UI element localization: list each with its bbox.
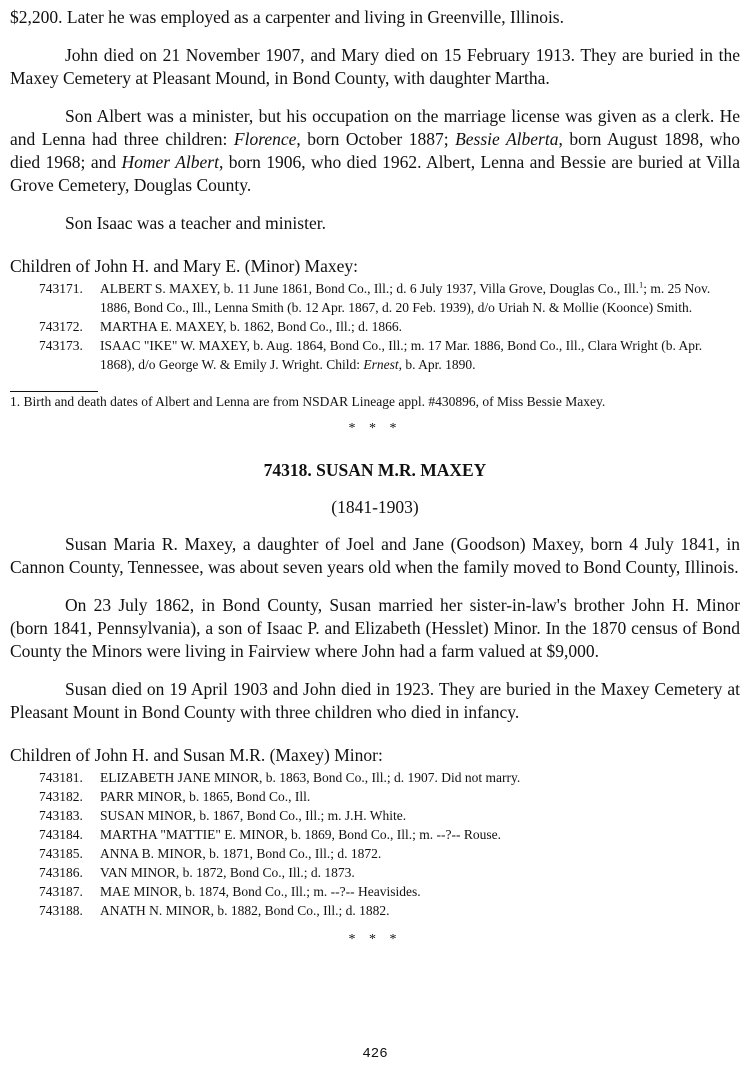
children-heading-maxey: Children of John H. and Mary E. (Minor) Maxey: (10, 256, 358, 276)
section-dates: (1841-1903) (331, 497, 419, 517)
list-item: 743184. MARTHA "MATTIE" E. MINOR, b. 1869, Bond Co., Ill.; m. --?-- Rouse. (39, 827, 501, 842)
footnote: 1. Birth and death dates of Albert and Lenna are from NSDAR Lineage appl. #430896, of Miss Bessie Maxey. (10, 394, 606, 409)
footnote-marker: 1 (639, 279, 644, 290)
child-name-bessie: Bessie Alberta (455, 129, 559, 149)
list-item: 743181. ELIZABETH JANE MINOR, b. 1863, Bond Co., Ill.; d. 1907. Did not marry. (39, 770, 521, 785)
list-item: 743171. ALBERT S. MAXEY, b. 11 June 1861, Bond Co., Ill.; d. 6 July 1937, Villa Grove, Douglas Co., Ill.$^1$; m. 25 Nov. 1886, Bond Co., Ill., Lenna Smith (b. 12 Apr. 1867, d. 20 Feb. 1939), d/o Uriah N. & Mollie (Koonce) Smith. (39, 279, 711, 315)
section-separator: * * * (348, 421, 402, 436)
footnote-divider (10, 391, 98, 392)
child-name-florence: Florence (233, 129, 297, 149)
paragraph-carpenter: $2,200. Later he was employed as a carpenter and living in Greenville, Illinois. (10, 7, 564, 27)
list-item: 743185. ANNA B. MINOR, b. 1871, Bond Co., Ill.; d. 1872. (39, 846, 382, 861)
list-item: 743183. SUSAN MINOR, b. 1867, Bond Co., Ill.; m. J.H. White. (39, 808, 407, 823)
children-list-maxey (10, 279, 740, 374)
section-separator-end: * * * (348, 932, 402, 947)
list-item: 743173. ISAAC "IKE" W. MAXEY, b. Aug. 1864, Bond Co., Ill.; m. 17 Mar. 1886, Bond Co., Ill., Clara Wright (b. Apr. 1868), d/o George W. & Emily J. Wright. Child: Ernest, b. Apr. 1890. (39, 338, 703, 372)
child-name-homer: Homer Albert (121, 152, 219, 172)
paragraph-susan-death: Susan died on 19 April 1903 and John died in 1923. They are buried in the Maxey Cemetery at Pleasant Mount in Bond County with three children who died in infancy. (10, 679, 740, 722)
list-item: 743172. MARTHA E. MAXEY, b. 1862, Bond Co., Ill.; d. 1866. (39, 319, 402, 334)
paragraph-deaths: John died on 21 November 1907, and Mary died on 15 February 1913. They are buried in the Maxey Cemetery at Pleasant Mound, in Bond County, with daughter Martha. (10, 45, 740, 88)
paragraph-susan-birth: Susan Maria R. Maxey, a daughter of Joel and Jane (Goodson) Maxey, born 4 July 1841, in Cannon County, Tennessee, was about seven years old when the family moved to Bond County, Illinois. (10, 534, 740, 577)
list-item: 743187. MAE MINOR, b. 1874, Bond Co., Ill.; m. --?-- Heavisides. (39, 884, 421, 899)
child-name-ernest: Ernest (363, 357, 399, 372)
list-item: 743188. ANATH N. MINOR, b. 1882, Bond Co., Ill.; d. 1882. (39, 903, 390, 918)
paragraph-isaac: Son Isaac was a teacher and minister. (65, 213, 326, 233)
section-title: 74318. SUSAN M.R. MAXEY (263, 460, 487, 480)
children-list-minor (10, 768, 740, 920)
page-number: 426 (362, 1046, 388, 1062)
paragraph-albert: Son Albert was a minister, but his occupation on the marriage license was given as a clerk. He and Lenna had three children: Florence, born October 1887; Bessie Alberta, born August 1898, who died 1968; and Homer Albert, born 1906, who died 1962. Albert, Lenna and Bessie are buried at Villa Grove Cemetery, Douglas County. (10, 106, 741, 195)
list-item: 743186. VAN MINOR, b. 1872, Bond Co., Ill.; d. 1873. (39, 865, 355, 880)
document-page (10, 6, 740, 948)
children-heading-minor: Children of John H. and Susan M.R. (Maxey) Minor: (10, 745, 383, 765)
paragraph-susan-marriage: On 23 July 1862, in Bond County, Susan married her sister-in-law's brother John H. Minor (born 1841, Pennsylvania), a son of Isaac P. and Elizabeth (Hesslet) Minor. In the 1870 census of Bond County the Minors were living in Fairview where John had a farm valued at $9,000. (10, 595, 740, 661)
list-item: 743182. PARR MINOR, b. 1865, Bond Co., Ill. (39, 789, 311, 804)
